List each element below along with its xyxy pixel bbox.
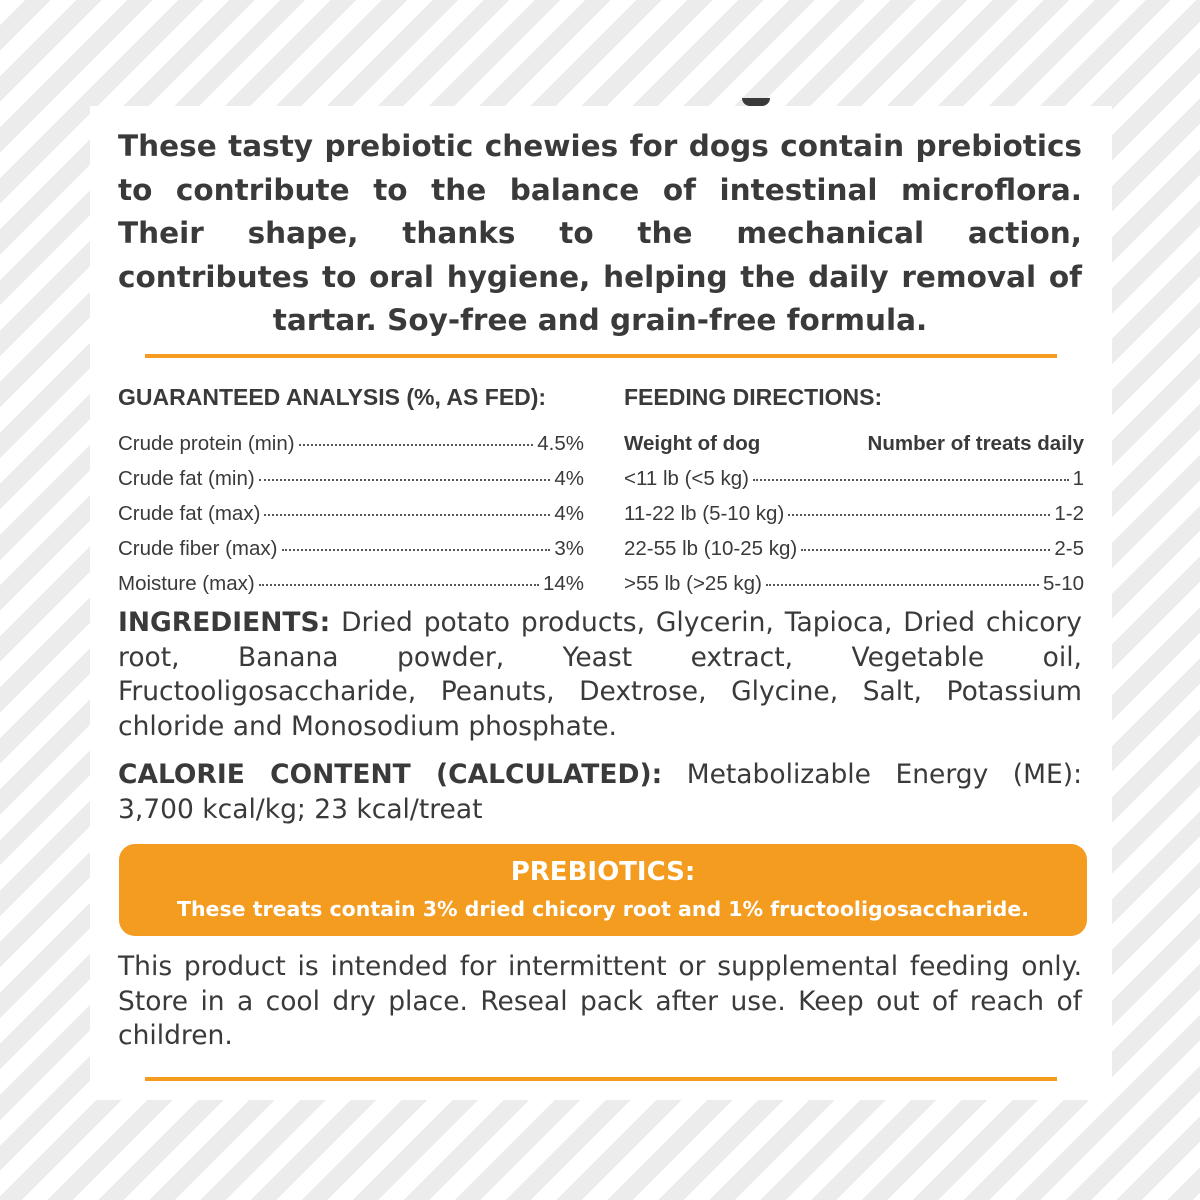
dog-weight: <11 lb (<5 kg): [624, 467, 749, 490]
ingredients-section: [118, 606, 1082, 744]
feeding-directions: [624, 380, 1084, 601]
cropped-glyph-fragment: [742, 98, 770, 106]
feeding-row: [624, 461, 1084, 496]
calorie-label: CALORIE CONTENT (CALCULATED):: [118, 759, 663, 790]
divider-bottom: [145, 1077, 1057, 1081]
dot-leader: [264, 514, 550, 516]
dot-leader: [788, 514, 1050, 516]
feeding-column-headers: [624, 426, 1084, 461]
ingredients-text: Dried potato products, Glycerin, Tapioca, Dried chicory root, Banana powder, Yeast extract, Vegetable oil, Fructooligosaccharide, Peanuts, Dextrose, Glycine, Salt, Potassium chloride and Monosodium phosphate.: [118, 607, 1082, 742]
analysis-row: [118, 496, 584, 531]
guaranteed-analysis: [118, 380, 584, 601]
treats-per-day: 1-2: [1054, 502, 1084, 525]
analysis-value: 3%: [554, 537, 584, 560]
analysis-value: 4.5%: [537, 432, 584, 455]
treats-column-header: Number of treats daily: [867, 432, 1084, 455]
analysis-label: Crude fiber (max): [118, 537, 278, 560]
analysis-heading: GUARANTEED ANALYSIS (%, AS FED):: [118, 384, 547, 410]
analysis-label: Crude fat (max): [118, 502, 261, 525]
analysis-value: 14%: [542, 572, 584, 595]
analysis-row: [118, 426, 584, 461]
analysis-label: Crude protein (min): [118, 432, 295, 455]
dog-weight: 22-55 lb (10-25 kg): [624, 537, 798, 560]
dot-leader: [259, 584, 539, 586]
analysis-label: Crude fat (min): [118, 467, 255, 490]
analysis-value: 4%: [554, 467, 584, 490]
dot-leader: [801, 549, 1050, 551]
feeding-heading: FEEDING DIRECTIONS:: [624, 384, 883, 410]
weight-column-header: Weight of dog: [624, 432, 761, 455]
treats-per-day: 1: [1072, 467, 1084, 490]
dot-leader: [753, 479, 1069, 481]
dot-leader: [766, 584, 1039, 586]
feeding-row: [624, 566, 1084, 601]
calorie-section: [118, 758, 1082, 827]
feeding-row: [624, 496, 1084, 531]
dot-leader: [299, 444, 534, 446]
dot-leader: [259, 479, 551, 481]
dog-weight: 11-22 lb (5-10 kg): [624, 502, 785, 525]
treats-per-day: 2-5: [1054, 537, 1084, 560]
analysis-value: 4%: [554, 502, 584, 525]
prebiotics-callout: [119, 844, 1087, 936]
analysis-label: Moisture (max): [118, 572, 255, 595]
treats-per-day: 5-10: [1042, 572, 1084, 595]
ingredients-label: INGREDIENTS:: [118, 607, 331, 638]
calorie-text: Metabolizable Energy (ME): 3,700 kcal/kg; 23 kcal/treat: [118, 759, 1082, 825]
analysis-row: [118, 531, 584, 566]
product-description: These tasty prebiotic chewies for dogs contain prebiotics to contribute to the balance of intestinal microflora. Their shape, thanks to the mechanical action, contributes to oral hygiene, helping the daily removal of tartar. Soy-free and grain-free formula.: [118, 129, 1082, 337]
dot-leader: [282, 549, 551, 551]
dog-weight: >55 lb (>25 kg): [624, 572, 762, 595]
analysis-row: [118, 461, 584, 496]
feeding-row: [624, 531, 1084, 566]
prebiotics-text: These treats contain 3% dried chicory root and 1% fructooligosaccharide.: [176, 897, 1030, 921]
prebiotics-title: PREBIOTICS:: [510, 857, 696, 887]
analysis-row: [118, 566, 584, 601]
feeding-notice: This product is intended for intermittent or supplemental feeding only. Store in a cool dry place. Reseal pack after use. Keep out of reach of children.: [118, 951, 1082, 1051]
divider-top: [145, 354, 1057, 358]
